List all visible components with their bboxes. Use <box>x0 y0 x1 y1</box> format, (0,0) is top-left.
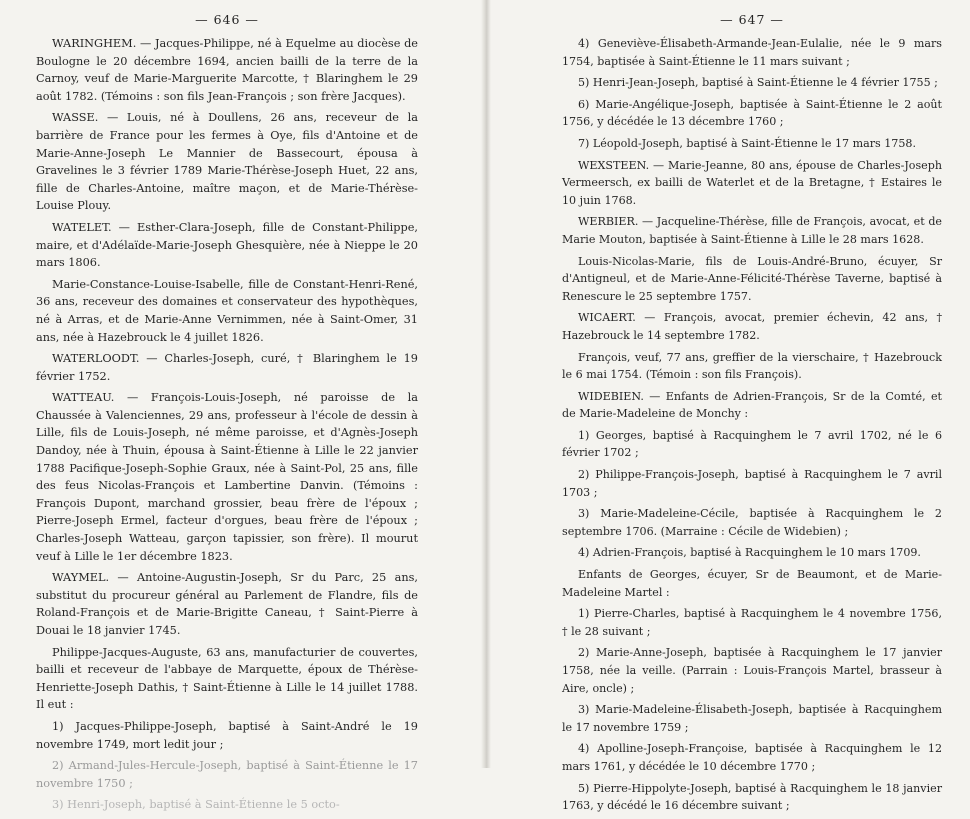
entry-waymel-child-6: 6) Marie-Angélique-Joseph, baptisée à Saint-Étienne le 2 août 1756, y décédée le 13 décembre 1760 ; <box>562 97 942 129</box>
entry-werbier-2: Louis-Nicolas-Marie, fils de Louis-André-Bruno, écuyer, Sr d'Antigneul, et de Marie-Anne-Félicité-Thérèse Taverne, baptisé à Renescure le 25 septembre 1757. <box>562 254 942 303</box>
entry-waymel-child-4: 4) Geneviève-Élisabeth-Armande-Jean-Eulalie, née le 9 mars 1754, baptisée à Saint-Étienne le 11 mars suivant ; <box>562 37 942 68</box>
entry-waymel-child-3: 3) Henri-Joseph, baptisé à Saint-Étienne le 5 octo- <box>52 798 340 812</box>
entry-wexsteen: WEXSTEEN. — Marie-Jeanne, 80 ans, épouse de Charles-Joseph Vermeersch, ex bailli de Waterlet et de la Bretagne, † Estaires le 10 juin 1768. <box>562 158 942 207</box>
entry-wicaert-2: François, veuf, 77 ans, greffier de la vierschaire, † Hazebrouck le 6 mai 1754. (Témoin : son fils François). <box>562 350 942 382</box>
entry-georges-child-4: 4) Apolline-Joseph-Françoise, baptisée à Racquinghem le 12 mars 1761, y décédée le 10 décembre 1770 ; <box>562 742 942 773</box>
entry-waymel-child-1: 1) Jacques-Philippe-Joseph, baptisé à Saint-André le 19 novembre 1749, mort ledit jour ; <box>36 719 418 751</box>
entry-werbier: WERBIER. — Jacqueline-Thérèse, fille de François, avocat, et de Marie Mouton, baptisée à Saint-Étienne à Lille le 28 mars 1628. <box>562 215 942 246</box>
entry-georges-child-2: 2) Marie-Anne-Joseph, baptisée à Racquinghem le 17 janvier 1758, née la veille. (Parrain : Louis-François Martel, brasseur à Aire, oncle) ; <box>562 646 942 695</box>
entry-waymel-child-7: 7) Léopold-Joseph, baptisé à Saint-Étienne le 17 mars 1758. <box>578 136 916 150</box>
book-gutter <box>481 0 491 768</box>
entry-widebien-child-3: 3) Marie-Madeleine-Cécile, baptisée à Racquinghem le 2 septembre 1706. (Marraine : Cécile de Widebien) ; <box>562 507 942 538</box>
entry-waymel-2: Philippe-Jacques-Auguste, 63 ans, manufacturier de couvertes, bailli et receveur de l'abbaye de Marquette, époux de Thérèse-Henriette-Joseph Dathis, † Saint-Étienne à Lille le 14 juillet 1788. Il eut : <box>36 645 418 712</box>
entry-widebien: WIDEBIEN. — Enfants de Adrien-François, Sr de la Comté, et de Marie-Madeleine de Monchy : <box>562 389 942 421</box>
entry-wicaert: WICAERT. — François, avocat, premier échevin, 42 ans, † Hazebrouck le 14 septembre 1782. <box>562 311 942 342</box>
entry-georges-child-1: 1) Pierre-Charles, baptisé à Racquinghem le 4 novembre 1756, † le 28 suivant ; <box>562 607 942 638</box>
entry-watteau: WATTEAU. — François-Louis-Joseph, né paroisse de la Chaussée à Valenciennes, 29 ans, professeur à l'école de dessin à Lille, fils de Louis-Joseph, né même paroisse, et d'Agnès-Joseph Dandoy, née à Thuin, épousa à Saint-Étienne à Lille le 22 janvier 1788 Pacifique-Joseph-Sophie Graux, née à Saint-Pol, 25 ans, fille des feus Nicolas-François et Lambertine Danvin. (Témoins : François Dupont, marchand grossier, beau frère de l'époux ; Pierre-Joseph Ermel, facteur d'orgues, beau frère de l'époux ; Charles-Joseph Watteau, garçon tapissier, son frère). Il mourut veuf à Lille le 1er décembre 1823. <box>36 391 418 563</box>
entry-waymel-child-5: 5) Henri-Jean-Joseph, baptisé à Saint-Étienne le 4 février 1755 ; <box>578 76 938 90</box>
right-page-number: — 647 — <box>720 12 784 27</box>
entry-widebien-child-4: 4) Adrien-François, baptisé à Racquinghem le 10 mars 1709. <box>578 546 921 560</box>
entry-waringhem: WARINGHEM. — Jacques-Philippe, né à Equelme au diocèse de Boulogne le 20 décembre 1694, ancien bailli de la terre de la Carnoy, veuf de Marie-Marguerite Marcotte, † Blaringhem le 29 août 1782. (Témoins : son fils Jean-François ; son frère Jacques). <box>36 37 418 103</box>
entry-widebien-child-1: 1) Georges, baptisé à Racquinghem le 7 avril 1702, né le 6 février 1702 ; <box>562 428 942 460</box>
entry-widebien-georges: Enfants de Georges, écuyer, Sr de Beaumont, et de Marie-Madeleine Martel : <box>562 568 942 599</box>
entry-waymel-child-2: 2) Armand-Jules-Hercule-Joseph, baptisé à Saint-Étienne le 17 novembre 1750 ; <box>36 759 418 790</box>
entry-georges-child-3: 3) Marie-Madeleine-Élisabeth-Joseph, baptisée à Racquinghem le 17 novembre 1759 ; <box>562 703 942 734</box>
left-page <box>36 12 418 818</box>
entry-watelet: WATELET. — Esther-Clara-Joseph, fille de Constant-Philippe, maire, et d'Adélaïde-Marie-Joseph Ghesquière, née à Nieppe le 20 mars 1806. <box>36 220 418 270</box>
entry-watelet-2: Marie-Constance-Louise-Isabelle, fille de Constant-Henri-René, 36 ans, receveur des domaines et conservateur des hypothèques, né à Arras, et de Marie-Anne Vernimmen, née à Saint-Omer, 31 ans, née à Hazebrouck le 4 juillet 1826. <box>36 277 418 344</box>
entry-waymel: WAYMEL. — Antoine-Augustin-Joseph, Sr du Parc, 25 ans, substitut du procureur général au Parlement de Flandre, fils de Roland-François et de Marie-Brigitte Caneau, † Saint-Pierre à Douai le 18 janvier 1745. <box>36 571 418 637</box>
entry-waterloodt: WATERLOODT. — Charles-Joseph, curé, † Blaringhem le 19 février 1752. <box>36 352 418 383</box>
right-page <box>562 12 942 819</box>
entry-georges-child-5: 5) Pierre-Hippolyte-Joseph, baptisé à Racquinghem le 18 janvier 1763, y décédé le 16 décembre suivant ; <box>562 781 942 813</box>
left-page-number: — 646 — <box>195 12 259 27</box>
entry-wasse: WASSE. — Louis, né à Doullens, 26 ans, receveur de la barrière de France pour les fermes à Oye, fils d'Antoine et de Marie-Anne-Joseph Le Mannier de Bassecourt, épousa à Gravelines le 3 février 1789 Marie-Thérèse-Joseph Huet, 22 ans, fille de Charles-Antoine, maître maçon, et de Marie-Thérèse-Louise Plouy. <box>36 111 418 213</box>
entry-widebien-child-2: 2) Philippe-François-Joseph, baptisé à Racquinghem le 7 avril 1703 ; <box>562 468 942 499</box>
